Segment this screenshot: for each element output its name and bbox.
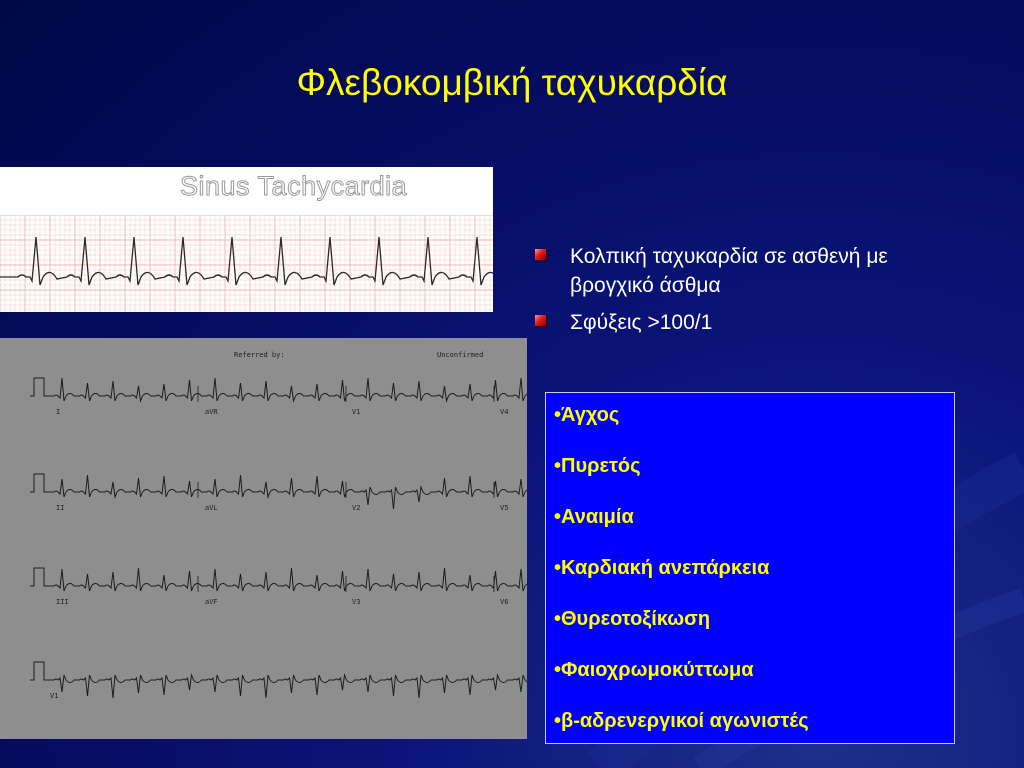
bullet-item — [532, 308, 952, 337]
ecg-strip-waveform — [0, 237, 493, 285]
bullet-text: Σφύξεις >100/1 — [570, 311, 713, 334]
lead-label: aVF — [205, 598, 218, 606]
cause-item: •Πυρετός — [554, 455, 641, 477]
lead-label: aVL — [205, 504, 218, 512]
lead-label: V6 — [500, 598, 509, 606]
cause-item: •Θυρεοτοξίκωση — [554, 608, 711, 630]
lead-label: V4 — [500, 408, 509, 416]
lead-label: I — [56, 408, 61, 416]
cause-item: •Φαιοχρωμοκύττωμα — [554, 659, 754, 681]
slide-title: Φλεβοκομβική ταχυκαρδία — [296, 62, 728, 103]
lead-label: V1 — [352, 408, 361, 416]
cause-item: •Άγχος — [554, 404, 620, 426]
ecg-lead-trace — [30, 662, 527, 698]
lead-label: V3 — [352, 598, 361, 606]
twelve-lead-ecg — [0, 338, 527, 739]
red-square-bullet-icon — [535, 249, 546, 260]
cause-item: •Καρδιακή ανεπάρκεια — [554, 557, 770, 579]
lead-label: II — [56, 504, 65, 512]
cause-item: •β-αδρενεργικοί αγωνιστές — [554, 710, 809, 732]
lead-label: V2 — [352, 504, 361, 512]
ecg-strip-trace — [0, 215, 493, 312]
bullet-item — [532, 242, 952, 300]
lead-label: V1 — [50, 692, 59, 700]
ecg-strip-title: Sinus Tachycardia — [180, 171, 408, 201]
bullet-list — [532, 242, 952, 345]
cause-item: •Αναιμία — [554, 506, 634, 528]
causes-box — [545, 392, 955, 744]
sinus-tachycardia-strip — [0, 167, 493, 312]
ecg-12lead-traces — [0, 338, 527, 739]
lead-label: aVR — [205, 408, 218, 416]
ecg-lead-trace — [30, 378, 527, 401]
ecg-referred-by: Referred by: — [234, 351, 285, 359]
lead-label: V5 — [500, 504, 509, 512]
ecg-lead-trace — [30, 474, 527, 509]
lead-label: III — [56, 598, 69, 606]
ecg-grid — [0, 215, 493, 312]
red-square-bullet-icon — [535, 315, 546, 326]
ecg-lead-trace — [30, 568, 527, 591]
ecg-status: Unconfirmed — [437, 351, 484, 359]
bullet-text: Κολπική ταχυκαρδία σε ασθενή με βρογχικό άσθμα — [570, 245, 888, 297]
